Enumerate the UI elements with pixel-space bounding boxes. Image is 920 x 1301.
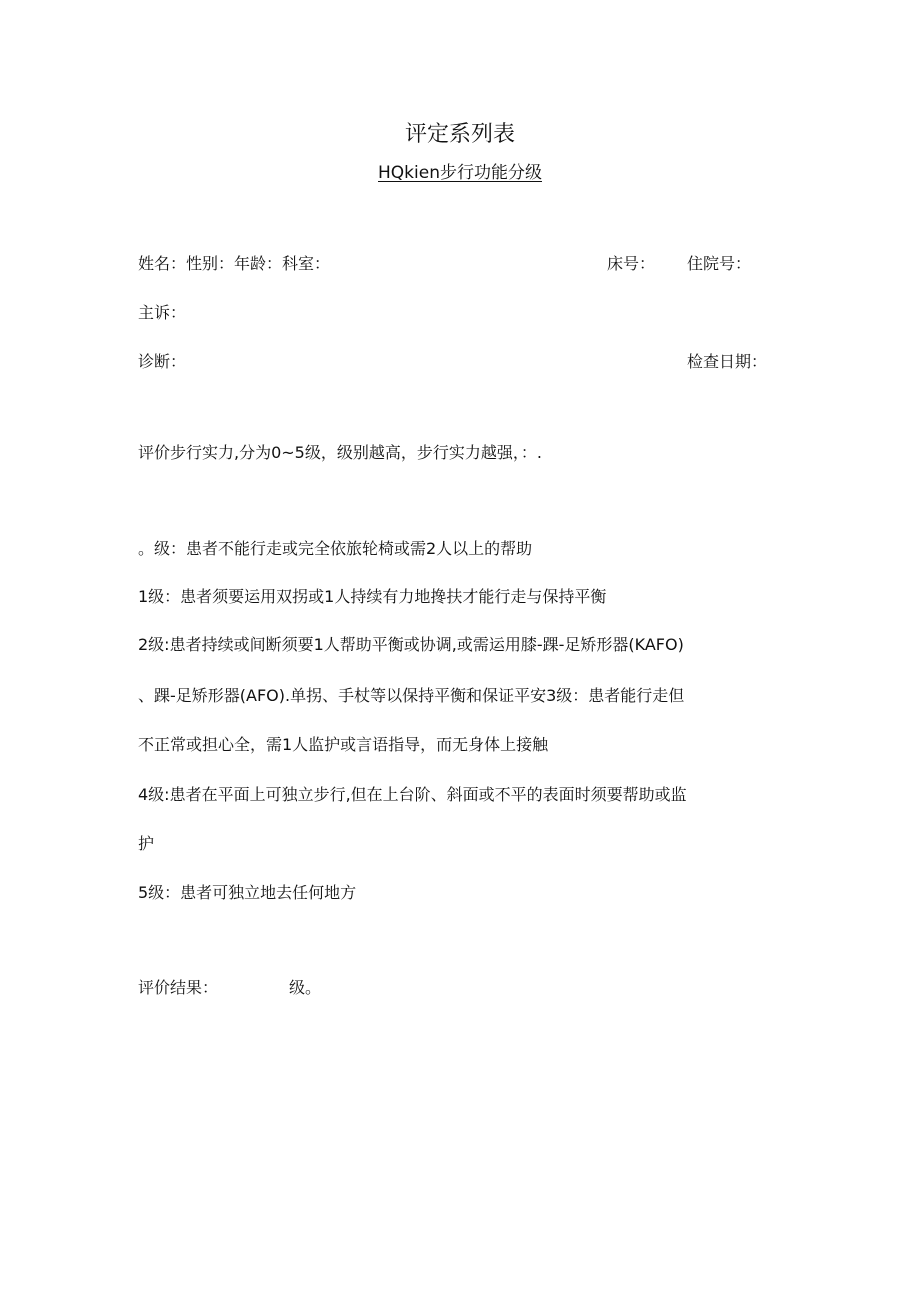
grade-0-text: 。级：患者不能行走或完全依旅轮椅或需2人以上的帮助	[138, 539, 533, 558]
grade-4-text-line1: 4级:患者在平面上可独立步行,但在上台阶、斜面或不平的表面时须要帮助或监	[138, 785, 687, 804]
grade-5-text: 5级：患者可独立地去任何地方	[138, 883, 357, 902]
page-title: 评定系列表	[404, 122, 515, 147]
grade-3-text-line2: 不正常或担心全，需1人监护或言语指导，而无身体上接触	[138, 735, 549, 754]
exam-date-label: 检查日期：	[687, 352, 768, 371]
grade-2-text-line2: 、踝-足矫形器(AFO).单拐、手杖等以保持平衡和保证平安3级：患者能行走但	[138, 686, 685, 705]
assessment-description: 评价步行实力,分为0~5级，级别越高，步行实力越强，：.	[138, 443, 542, 462]
grade-1-text: 1级：患者须要运用双拐或1人持续有力地搀扶才能行走与保持平衡	[138, 587, 607, 606]
page-subtitle	[0, 160, 920, 186]
result-label: 评价结果：	[138, 978, 219, 997]
patient-basic-fields: 姓名：性别：年龄：科室：	[138, 254, 331, 273]
grade-4-text-line2: 护	[138, 834, 155, 853]
chief-complaint-label: 主诉：	[138, 303, 187, 322]
result-unit: 级。	[289, 978, 322, 997]
grade-2-text-line1: 2级:患者持续或间断须要1人帮助平衡或协调,或需运用膝-踝-足矫形器(KAFO)	[138, 635, 684, 654]
inpatient-number-label: 住院号：	[687, 254, 752, 273]
diagnosis-label: 诊断：	[138, 352, 187, 371]
subtitle-text: HQkien步行功能分级	[378, 163, 542, 183]
bed-number-label: 床号：	[607, 254, 656, 273]
